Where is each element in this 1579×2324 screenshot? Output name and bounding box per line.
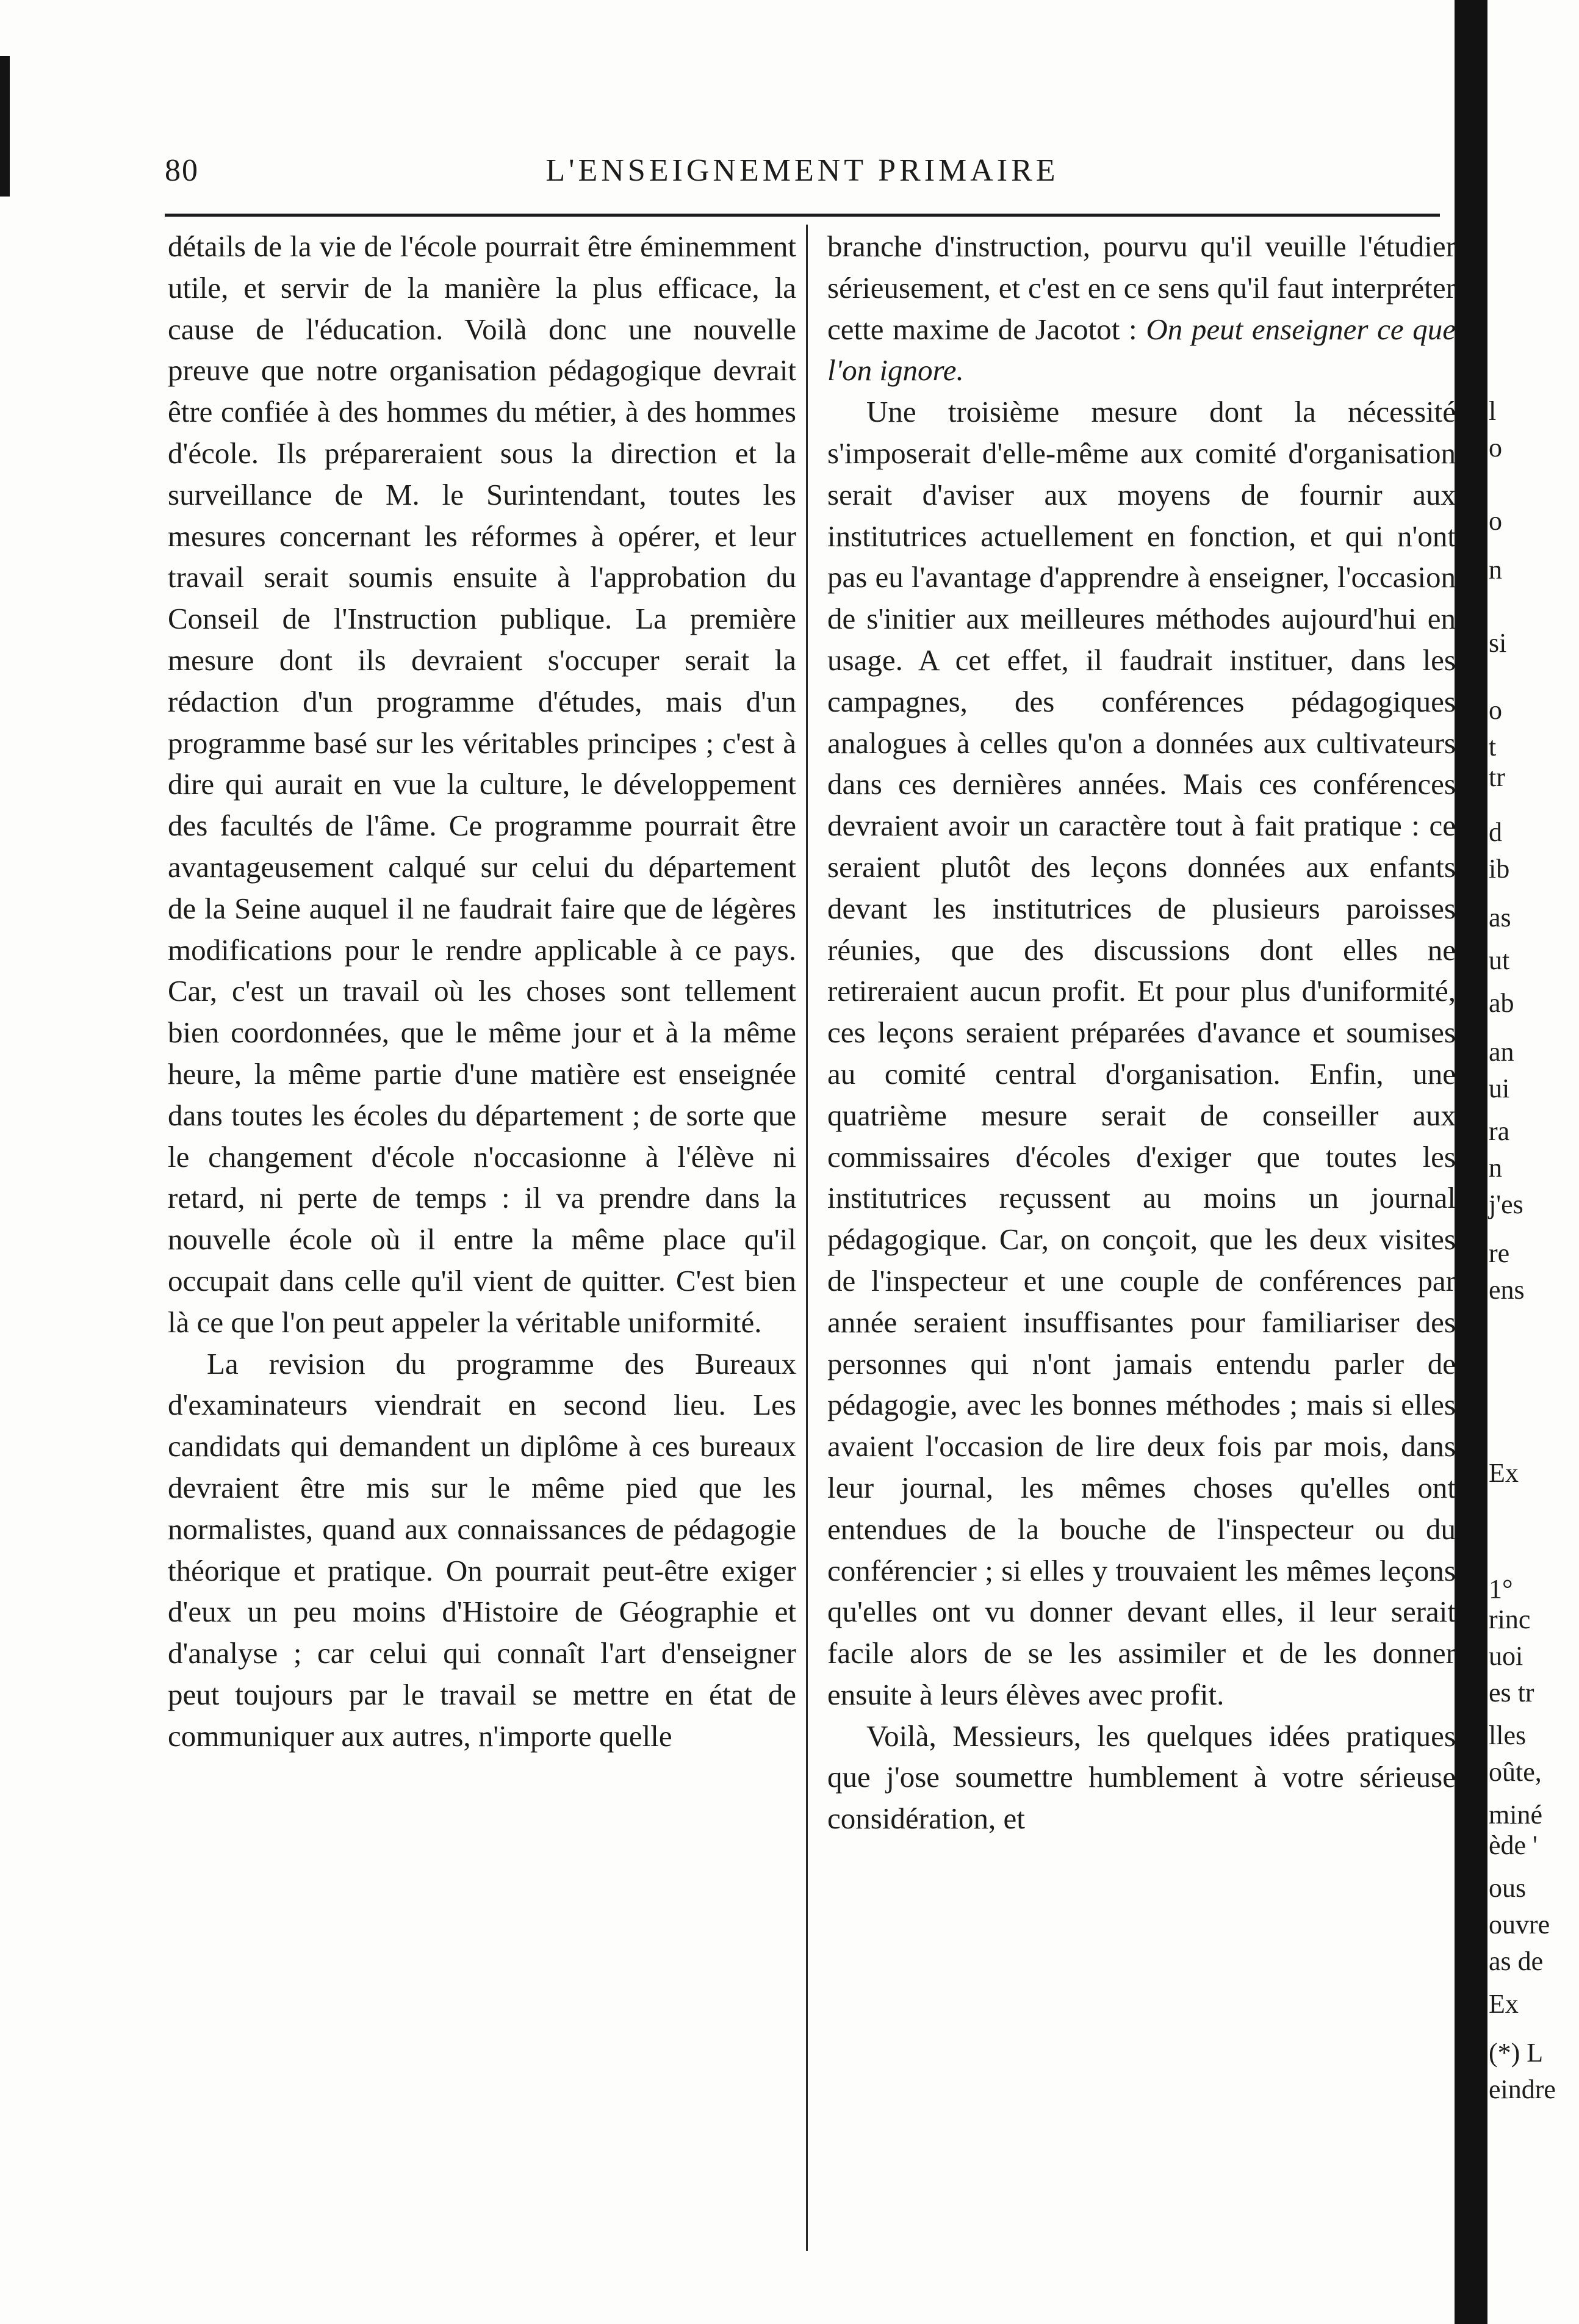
adjacent-page-fragment: uoi [1489,1641,1523,1671]
left-paragraph-2: La revision du programme des Bureaux d'examinateurs viendrait en second lieu. Les candidats qui demandent un diplôme à ces bureaux devraient être mis sur le même pied que les normalistes, quand aux connaissances de pédagogie théorique et pratique. On pourrait peut-être exiger d'eux un peu moins d'Histoire de Géographie et d'analyse ; car celui qui connaît l'art d'enseigner peut toujours par le travail se mettre en état de communiquer aux autres, n'importe quelle [168,1346,796,1753]
adjacent-page-fragment: rinc [1489,1604,1531,1634]
page-number: 80 [165,153,199,188]
adjacent-page-fragment: ui [1489,1074,1510,1103]
adjacent-page-fragment: (*) L [1489,2038,1544,2068]
adjacent-page-fragment: ous [1489,1873,1527,1903]
adjacent-page-fragment: o [1489,433,1502,463]
right-paragraph-2: Une troisième mesure dont la nécessité s'imposerait d'elle-même aux comité d'organisation serait d'aviser aux moyens de fournir aux institutrices actuellement en fonction, et qui n'ont pas eu l'avantage d'apprendre à enseigner, l'occasion de s'initier aux meilleures méthodes aujourd'hui en usage. A cet effet, il faudrait instituer, dans les campagnes, des conférences pédagogiques analogues à celles qu'on a données aux cultivateurs dans ces dernières années. Mais ces conférences devraient avoir un caractère tout à fait pratique : ce seraient plutôt des leçons données aux enfants devant les institutrices de plusieurs paroisses réunies, que des discussions dont elles ne retireraient aucun profit. Et pour plus d'uniformité, ces leçons seraient préparées d'avance et soumises au comité central d'organisation. Enfin, une quatrième mesure serait de conseiller aux commissaires d'écoles d'exiger que toutes les institutrices reçussent au moins un journal pédagogique. Car, on conçoit, que les deux visites de l'inspecteur et une couple de conférences par année seraient insuffisantes pour familiariser des personnes qui n'ont jamais entendu parler de pédagogie, avec les bonnes méthodes ; mais si elles avaient l'occasion de lire deux fois par mois, dans leur journal, les mêmes choses qu'elles ont entendues de la bouche de l'inspecteur ou du conférencier ; si elles y trouvaient les mêmes leçons qu'elles ont vu donner devant elles, il leur serait facile alors de se les assimiler et de les donner ensuite à leurs élèves avec profit. [827,395,1456,1711]
right-paragraph-1-text: branche d'instruction, pourvu qu'il veuille l'étudier sérieusement, et c'est en ce sens qu'il faut interpréter cette maxime de Jacotot : [827,229,1456,346]
adjacent-page-fragment: t [1489,732,1497,762]
adjacent-page-fragment: o [1489,506,1502,536]
header-rule [165,214,1440,217]
adjacent-page-fragment: tr [1489,762,1505,792]
left-column [168,226,796,2264]
adjacent-page-fragment: re [1489,1238,1510,1268]
adjacent-page-fragment: ut [1489,945,1510,975]
right-paragraph-1 [827,226,1456,391]
adjacent-page-fragment: ab [1489,988,1514,1018]
adjacent-page-fragment: n [1489,555,1502,585]
adjacent-page-fragment: Ex [1489,1989,1519,2019]
right-paragraph-3: Voilà, Messieurs, les quelques idées pratiques que j'ose soumettre humblement à votre sérieuse considération, et [827,1719,1456,1836]
left-paragraph-1: détails de la vie de l'école pourrait être éminemment utile, et servir de la manière la plus efficace, la cause de l'éducation. Voilà donc une nouvelle preuve que notre organisation pédagogique devrait être confiée à des hommes du métier, à des hommes d'école. Ils prépareraient sous la direction et la surveillance de M. le Surintendant, toutes les mesures concernant les réformes à opérer, et leur travail serait soumis ensuite à l'approbation du Conseil de l'Instruction publique. La première mesure dont ils devraient s'occuper serait la rédaction d'un programme d'études, mais d'un programme basé sur les véritables principes ; c'est à dire qui aurait en vue la culture, le développement des facultés de l'âme. Ce programme pourrait être avantageusement calqué sur celui du département de la Seine auquel il ne faudrait faire que de légères modifications pour le rendre applicable à ce pays. Car, c'est un travail où les choses sont tellement bien coordonnées, que le même jour et à la même heure, la même partie d'une matière est enseignée dans toutes les écoles du département ; de sorte que le changement d'école n'occasionne à l'élève ni retard, ni perte de temps : il va prendre dans la nouvelle école où il entre la même place qu'il occupait dans celle qu'il vient de quitter. C'est bien là ce que l'on peut appeler la véritable uniformité. [168,229,796,1339]
adjacent-page-fragment: as [1489,903,1511,933]
adjacent-page-fragment: n [1489,1153,1502,1183]
adjacent-page-fragment: o [1489,695,1502,725]
adjacent-page-fragment: j'es [1489,1189,1523,1219]
adjacent-page-fragment: l [1489,396,1497,426]
adjacent-page-fragment: es tr [1489,1678,1534,1708]
adjacent-page-fragment: ouvre [1489,1910,1550,1940]
adjacent-page-fragment: oûte, [1489,1757,1542,1787]
page-spine-shadow [0,56,10,197]
adjacent-page-fragment: ib [1489,854,1510,884]
jacotot-maxim: On peut enseigner ce que l'on ignore. [827,312,1456,388]
adjacent-page-fragment: lles [1489,1720,1527,1750]
page-header [165,153,1440,201]
adjacent-page-fragment: d [1489,817,1502,847]
adjacent-page-fragment: ra [1489,1116,1510,1146]
adjacent-page-fragment: 1° [1489,1574,1513,1604]
adjacent-page-fragment: miné [1489,1800,1542,1830]
adjacent-page-fragment: si [1489,628,1507,658]
adjacent-page-fragments [1487,0,1579,2324]
column-divider [806,225,808,2251]
adjacent-page-fragment: Ex [1489,1458,1519,1488]
adjacent-page-fragment: ens [1489,1275,1525,1305]
right-column [827,226,1456,2264]
running-title: L'ENSEIGNEMENT PRIMAIRE [545,153,1059,188]
adjacent-page-fragment: an [1489,1037,1514,1067]
adjacent-page-fragment: eindre [1489,2074,1556,2104]
adjacent-page-fragment: ède ' [1489,1830,1538,1860]
adjacent-page-fragment: as de [1489,1946,1544,1976]
page-gutter-shadow [1455,0,1487,2324]
